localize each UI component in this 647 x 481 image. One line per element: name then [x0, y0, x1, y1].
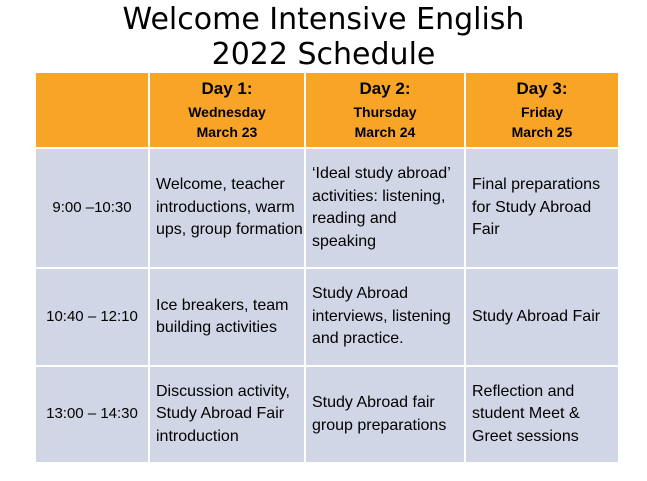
header-day-3 [465, 72, 619, 148]
date-label: March 23 [196, 124, 258, 140]
day-label: Day 2: [359, 79, 411, 98]
activity-cell: Reflection and student Meet & Greet sessions [465, 366, 619, 463]
time-cell: 10:40 – 12:10 [35, 268, 149, 366]
activity-cell: Study Abroad interviews, listening and practice. [305, 268, 465, 366]
table-row [35, 366, 619, 463]
table-row [35, 268, 619, 366]
weekday-label: Thursday [353, 104, 417, 120]
table-row [35, 148, 619, 268]
header-day-1 [149, 72, 305, 148]
weekday-label: Friday [520, 104, 563, 120]
schedule-table [34, 71, 620, 464]
time-cell: 9:00 –10:30 [35, 148, 149, 268]
activity-cell: Study Abroad Fair [465, 268, 619, 366]
header-day-2 [305, 72, 465, 148]
date-label: March 25 [511, 124, 573, 140]
weekday-label: Wednesday [188, 104, 266, 120]
day-label: Day 3: [516, 79, 568, 98]
activity-cell: Study Abroad fair group preparations [305, 366, 465, 463]
day-label: Day 1: [201, 79, 253, 98]
header-row [35, 72, 619, 148]
title-line-1: Welcome Intensive English [122, 2, 525, 37]
activity-cell: Final preparations for Study Abroad Fair [465, 148, 619, 268]
activity-cell: Discussion activity, Study Abroad Fair introduction [149, 366, 305, 463]
activity-cell: ‘Ideal study abroad’ activities: listening, reading and speaking [305, 148, 465, 268]
page-title [0, 2, 647, 72]
activity-cell: Ice breakers, team building activities [149, 268, 305, 366]
activity-cell: Welcome, teacher introductions, warm ups, group formation [149, 148, 305, 268]
date-label: March 24 [354, 124, 416, 140]
time-cell: 13:00 – 14:30 [35, 366, 149, 463]
title-line-2: 2022 Schedule [211, 37, 436, 72]
header-corner-cell [35, 72, 149, 148]
